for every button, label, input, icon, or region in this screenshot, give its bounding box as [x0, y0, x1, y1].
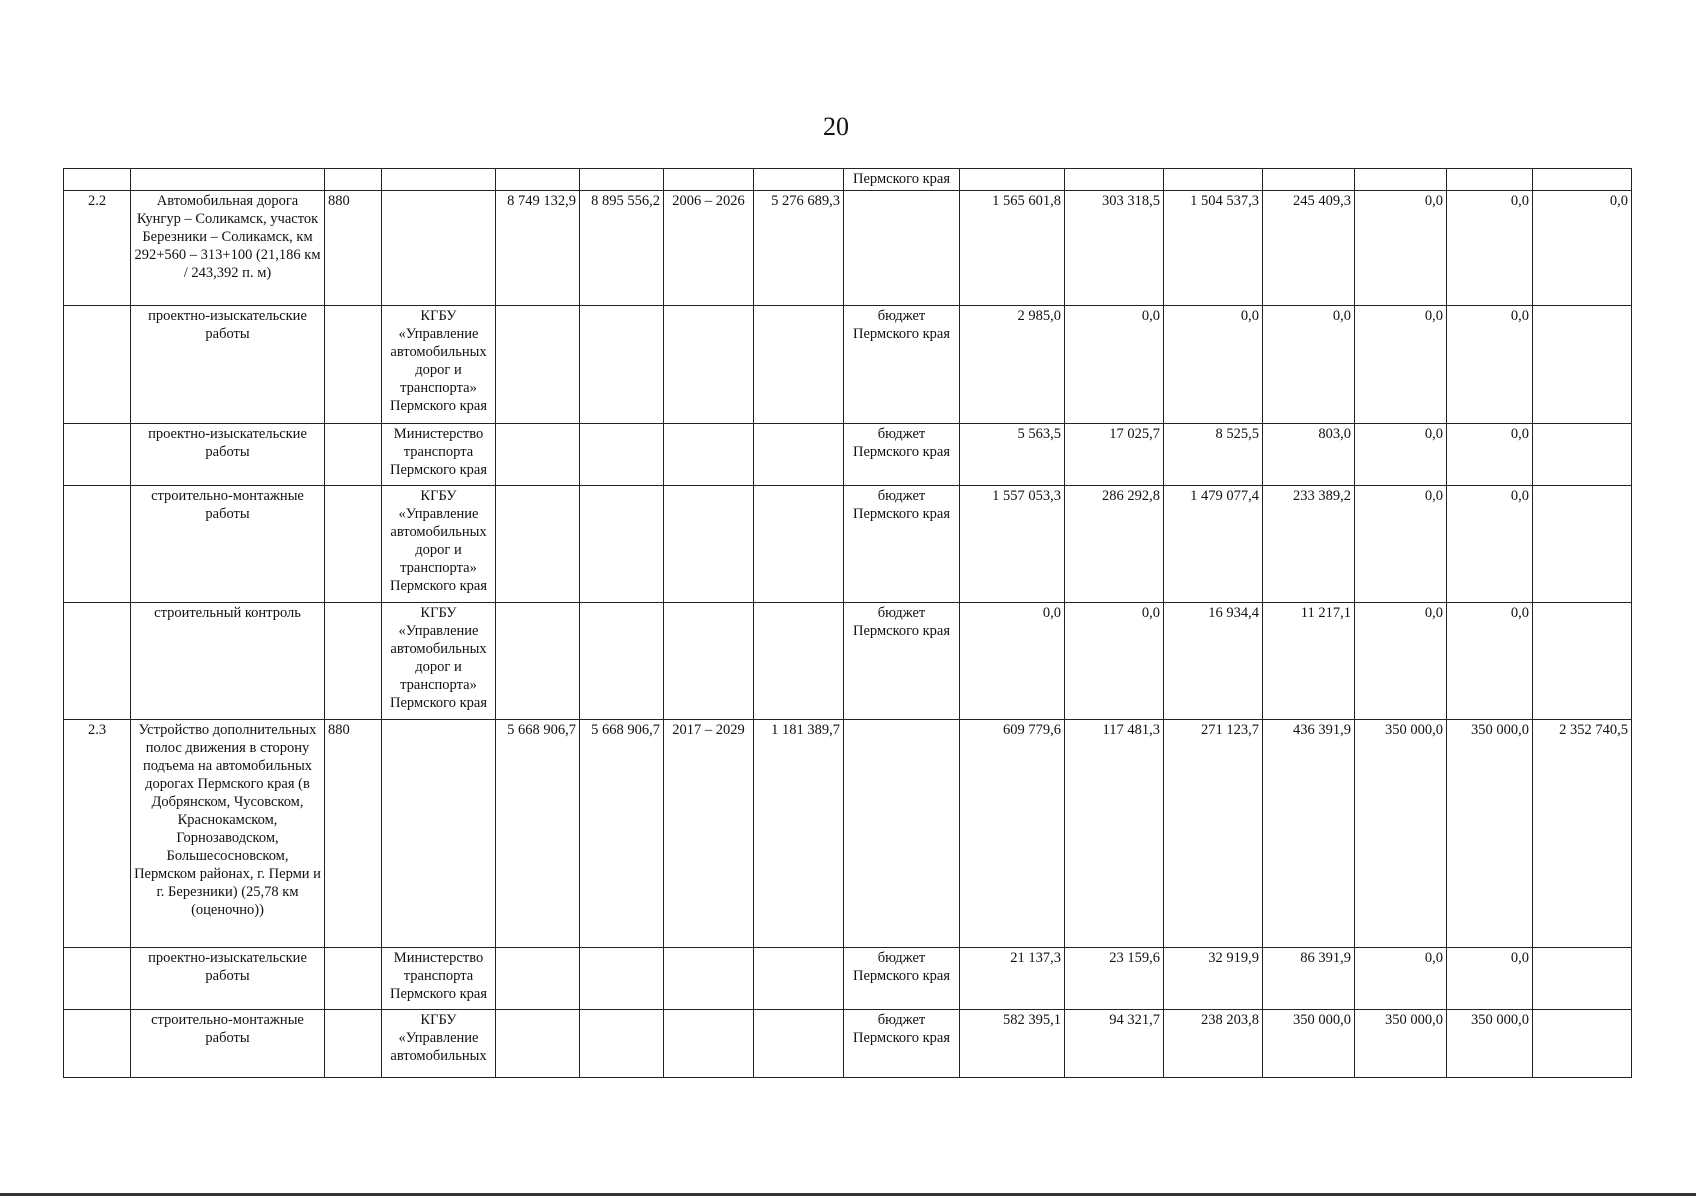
cell-y3: 16 934,4	[1164, 603, 1263, 720]
cell-no	[64, 424, 131, 486]
cell-y1: 609 779,6	[960, 720, 1065, 948]
cell-period	[664, 948, 754, 1010]
cell-source	[844, 191, 960, 306]
cell-y1: 2 985,0	[960, 306, 1065, 424]
cell-source: бюджет Пермского края	[844, 603, 960, 720]
cell-code	[325, 486, 382, 603]
cell-no: 2.3	[64, 720, 131, 948]
cell-y3: 1 504 537,3	[1164, 191, 1263, 306]
cell-no	[64, 306, 131, 424]
cell-y7	[1533, 603, 1632, 720]
cell-y1: 21 137,3	[960, 948, 1065, 1010]
carry-over-row	[64, 169, 1632, 191]
cell-y4: 436 391,9	[1263, 720, 1355, 948]
table-row	[64, 486, 1632, 603]
cell-no: 2.2	[64, 191, 131, 306]
cell-y1: 1 557 053,3	[960, 486, 1065, 603]
cell-y7	[1533, 948, 1632, 1010]
budget-table	[63, 168, 1632, 1078]
cell-y7	[1533, 306, 1632, 424]
cell-y4: 0,0	[1263, 306, 1355, 424]
cell-y2: 94 321,7	[1065, 1010, 1164, 1078]
cell-executor: КГБУ «Управление автомобильных	[382, 1010, 496, 1078]
cell-y1: 1 565 601,8	[960, 191, 1065, 306]
cell-v2	[580, 1010, 664, 1078]
cell-v2	[580, 603, 664, 720]
cell-code	[325, 424, 382, 486]
cell-period	[664, 486, 754, 603]
cell-y7	[1533, 486, 1632, 603]
cell-v3: 1 181 389,7	[754, 720, 844, 948]
cell-executor: КГБУ «Управление автомобильных дорог и транспорта» Пермского края	[382, 486, 496, 603]
cell-source: бюджет Пермского края	[844, 948, 960, 1010]
cell-y6: 0,0	[1447, 306, 1533, 424]
cell-executor: Министерство транспорта Пермского края	[382, 948, 496, 1010]
cell-y5: 0,0	[1355, 306, 1447, 424]
cell-period	[664, 306, 754, 424]
cell-y5: 0,0	[1355, 948, 1447, 1010]
cell-v2	[580, 306, 664, 424]
cell-source	[844, 720, 960, 948]
cell-y5: 350 000,0	[1355, 1010, 1447, 1078]
cell-source: бюджет Пермского края	[844, 424, 960, 486]
cell-v1	[496, 1010, 580, 1078]
cell-v3	[754, 1010, 844, 1078]
cell-executor	[382, 720, 496, 948]
cell-y2: 0,0	[1065, 603, 1164, 720]
cell-y3: 0,0	[1164, 306, 1263, 424]
cell-period	[664, 424, 754, 486]
cell-y4: 233 389,2	[1263, 486, 1355, 603]
cell-y6: 350 000,0	[1447, 720, 1533, 948]
cell-v2: 8 895 556,2	[580, 191, 664, 306]
cell-y7: 2 352 740,5	[1533, 720, 1632, 948]
cell-y4: 86 391,9	[1263, 948, 1355, 1010]
cell-y4: 350 000,0	[1263, 1010, 1355, 1078]
cell-v1	[496, 306, 580, 424]
cell-y1: 582 395,1	[960, 1010, 1065, 1078]
cell-period: 2006 – 2026	[664, 191, 754, 306]
cell-y7	[1533, 1010, 1632, 1078]
cell-v3	[754, 603, 844, 720]
cell-name: строительный контроль	[131, 603, 325, 720]
cell-no	[64, 486, 131, 603]
cell-y7: 0,0	[1533, 191, 1632, 306]
cell-name: строительно-монтажные работы	[131, 1010, 325, 1078]
cell-y6: 0,0	[1447, 191, 1533, 306]
cell-y2: 0,0	[1065, 306, 1164, 424]
cell-y4: 803,0	[1263, 424, 1355, 486]
cell-executor: КГБУ «Управление автомобильных дорог и транспорта» Пермского края	[382, 603, 496, 720]
table-row	[64, 424, 1632, 486]
cell-v3	[754, 306, 844, 424]
cell-name: Устройство дополнительных полос движения в сторону подъема на автомобильных дорогах Пермского края (в Добрянском, Чусовском, Краснокамском, Горнозаводском, Большесосновском, Пермском районах, г. Перми и г. Березники) (25,78 км (оценочно))	[131, 720, 325, 948]
cell-no	[64, 603, 131, 720]
table-row	[64, 720, 1632, 948]
cell-period: 2017 – 2029	[664, 720, 754, 948]
cell-y6: 0,0	[1447, 424, 1533, 486]
cell-y2: 23 159,6	[1065, 948, 1164, 1010]
cell-y2: 303 318,5	[1065, 191, 1164, 306]
cell-v2	[580, 486, 664, 603]
cell-y3: 32 919,9	[1164, 948, 1263, 1010]
cell-v1	[496, 603, 580, 720]
cell-y2: 17 025,7	[1065, 424, 1164, 486]
page-number: 20	[823, 112, 849, 141]
cell-v3	[754, 486, 844, 603]
cell-y6: 0,0	[1447, 486, 1533, 603]
cell-v1: 8 749 132,9	[496, 191, 580, 306]
carry-source: Пермского края	[844, 169, 960, 191]
cell-y4: 245 409,3	[1263, 191, 1355, 306]
cell-y2: 286 292,8	[1065, 486, 1164, 603]
cell-v1	[496, 948, 580, 1010]
cell-period	[664, 603, 754, 720]
cell-v1	[496, 424, 580, 486]
cell-code	[325, 603, 382, 720]
cell-v2	[580, 948, 664, 1010]
cell-executor: Министерство транспорта Пермского края	[382, 424, 496, 486]
table-row	[64, 1010, 1632, 1078]
cell-y5: 0,0	[1355, 486, 1447, 603]
cell-y6: 0,0	[1447, 603, 1533, 720]
cell-name: проектно-изыскательские работы	[131, 306, 325, 424]
cell-no	[64, 1010, 131, 1078]
cell-v1	[496, 486, 580, 603]
cell-code	[325, 306, 382, 424]
cell-code	[325, 948, 382, 1010]
cell-y5: 350 000,0	[1355, 720, 1447, 948]
cell-code: 880	[325, 720, 382, 948]
cell-name: проектно-изыскательские работы	[131, 424, 325, 486]
cell-name: Автомобильная дорога Кунгур – Соликамск, участок Березники – Соликамск, км 292+560 – 313+100 (21,186 км / 243,392 п. м)	[131, 191, 325, 306]
table-row	[64, 603, 1632, 720]
cell-y1: 0,0	[960, 603, 1065, 720]
cell-v3	[754, 424, 844, 486]
cell-y3: 1 479 077,4	[1164, 486, 1263, 603]
table-row	[64, 948, 1632, 1010]
cell-v2	[580, 424, 664, 486]
table-row	[64, 306, 1632, 424]
cell-source: бюджет Пермского края	[844, 306, 960, 424]
cell-no	[64, 948, 131, 1010]
cell-v3	[754, 948, 844, 1010]
cell-name: проектно-изыскательские работы	[131, 948, 325, 1010]
cell-y3: 238 203,8	[1164, 1010, 1263, 1078]
cell-source: бюджет Пермского края	[844, 1010, 960, 1078]
page-edge	[0, 1193, 1696, 1196]
cell-v1: 5 668 906,7	[496, 720, 580, 948]
cell-name: строительно-монтажные работы	[131, 486, 325, 603]
cell-y3: 271 123,7	[1164, 720, 1263, 948]
cell-y2: 117 481,3	[1065, 720, 1164, 948]
cell-code: 880	[325, 191, 382, 306]
cell-y5: 0,0	[1355, 603, 1447, 720]
cell-y5: 0,0	[1355, 191, 1447, 306]
cell-y6: 350 000,0	[1447, 1010, 1533, 1078]
cell-y1: 5 563,5	[960, 424, 1065, 486]
cell-executor: КГБУ «Управление автомобильных дорог и транспорта» Пермского края	[382, 306, 496, 424]
cell-executor	[382, 191, 496, 306]
cell-y3: 8 525,5	[1164, 424, 1263, 486]
cell-y4: 11 217,1	[1263, 603, 1355, 720]
cell-v3: 5 276 689,3	[754, 191, 844, 306]
table-row	[64, 191, 1632, 306]
cell-v2: 5 668 906,7	[580, 720, 664, 948]
cell-y6: 0,0	[1447, 948, 1533, 1010]
cell-code	[325, 1010, 382, 1078]
cell-y7	[1533, 424, 1632, 486]
cell-source: бюджет Пермского края	[844, 486, 960, 603]
cell-period	[664, 1010, 754, 1078]
cell-y5: 0,0	[1355, 424, 1447, 486]
